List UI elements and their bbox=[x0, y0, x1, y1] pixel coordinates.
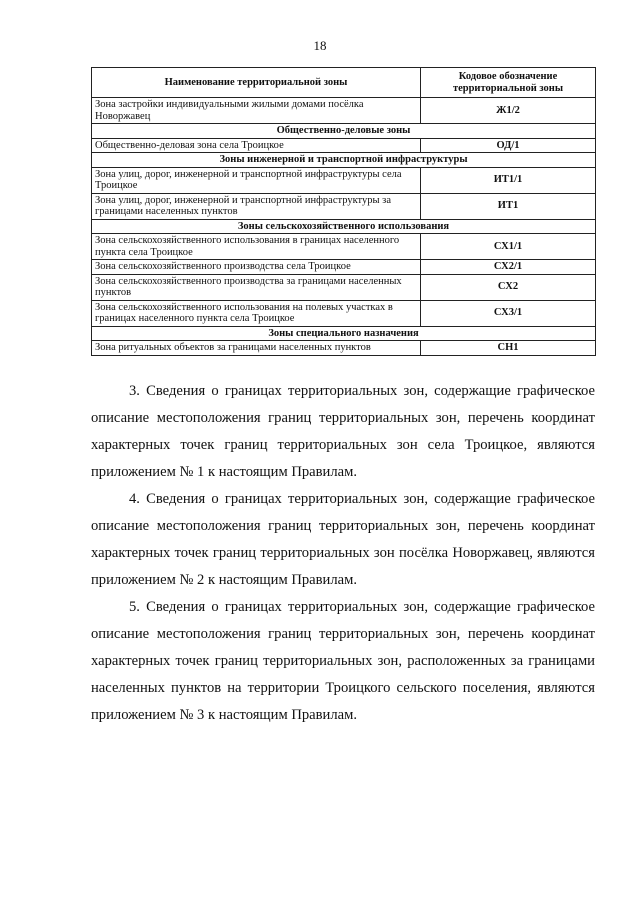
paragraph-3: 3. Сведения о границах территориальных зон, содержащие графическое описание местоположения границ территориальных зон, перечень координат характерных точек границ территориальных зон села Троицкое, являются приложением № 1 к настоящим Правилам. bbox=[91, 383, 595, 480]
table-section-row bbox=[92, 153, 596, 168]
zone-name-cell: Зона сельскохозяйственного использования на полевых участках в границах населенного пункта села Троицкое bbox=[92, 300, 421, 326]
section-title: Зоны инженерной и транспортной инфраструктуры bbox=[92, 153, 596, 168]
table-row bbox=[92, 167, 596, 193]
table-section-row bbox=[92, 124, 596, 139]
zone-name-cell: Зона улиц, дорог, инженерной и транспортной инфраструктуры за границами населенных пунктов bbox=[92, 193, 421, 219]
zone-code-cell: ИТ1/1 bbox=[421, 167, 596, 193]
section-title: Зоны специального назначения bbox=[92, 326, 596, 341]
table-row bbox=[92, 98, 596, 124]
zone-name-cell: Зона застройки индивидуальными жилыми домами посёлка Новоржавец bbox=[92, 98, 421, 124]
zones-table bbox=[91, 67, 596, 356]
table-row bbox=[92, 341, 596, 356]
zone-name-cell: Зона сельскохозяйственного производства за границами населенных пунктов bbox=[92, 274, 421, 300]
zone-name-cell: Зона улиц, дорог, инженерной и транспортной инфраструктуры села Троицкое bbox=[92, 167, 421, 193]
header-zone-code: Кодовое обозначение территориальной зоны bbox=[421, 68, 596, 98]
zone-name-cell: Общественно-деловая зона села Троицкое bbox=[92, 138, 421, 153]
zone-code-cell: СХ3/1 bbox=[421, 300, 596, 326]
body-text bbox=[91, 378, 595, 729]
table-row bbox=[92, 138, 596, 153]
table-header-row bbox=[92, 68, 596, 98]
page-number: 18 bbox=[313, 38, 327, 53]
table-row bbox=[92, 274, 596, 300]
table-section-row bbox=[92, 326, 596, 341]
zone-code-cell: ИТ1 bbox=[421, 193, 596, 219]
section-title: Зоны сельскохозяйственного использования bbox=[92, 219, 596, 234]
table-section-row bbox=[92, 219, 596, 234]
table-row bbox=[92, 234, 596, 260]
table-row bbox=[92, 260, 596, 275]
zone-code-cell: Ж1/2 bbox=[421, 98, 596, 124]
paragraph-4: 4. Сведения о границах территориальных зон, содержащие графическое описание местоположения границ территориальных зон, перечень координат характерных точек границ территориальных зон посёлка Новоржавец, являются приложением № 2 к настоящим Правилам. bbox=[91, 491, 595, 588]
table-row bbox=[92, 193, 596, 219]
paragraph-5: 5. Сведения о границах территориальных зон, содержащие графическое описание местоположения границ территориальных зон, перечень координат характерных точек границ территориальных зон, расположенных за границами населенных пунктов на территории Троицкого сельского поселения, являются приложением № 3 к настоящим Правилам. bbox=[91, 599, 595, 723]
table-row bbox=[92, 300, 596, 326]
zone-code-cell: СХ1/1 bbox=[421, 234, 596, 260]
header-zone-name: Наименование территориальной зоны bbox=[92, 68, 421, 98]
zone-name-cell: Зона сельскохозяйственного производства села Троицкое bbox=[92, 260, 421, 275]
zone-code-cell: ОД/1 bbox=[421, 138, 596, 153]
zone-name-cell: Зона ритуальных объектов за границами населенных пунктов bbox=[92, 341, 421, 356]
zones-table-body bbox=[92, 98, 596, 356]
zone-code-cell: СН1 bbox=[421, 341, 596, 356]
zone-name-cell: Зона сельскохозяйственного использования в границах населенного пункта села Троицкое bbox=[92, 234, 421, 260]
section-title: Общественно-деловые зоны bbox=[92, 124, 596, 139]
zone-code-cell: СХ2/1 bbox=[421, 260, 596, 275]
zone-code-cell: СХ2 bbox=[421, 274, 596, 300]
